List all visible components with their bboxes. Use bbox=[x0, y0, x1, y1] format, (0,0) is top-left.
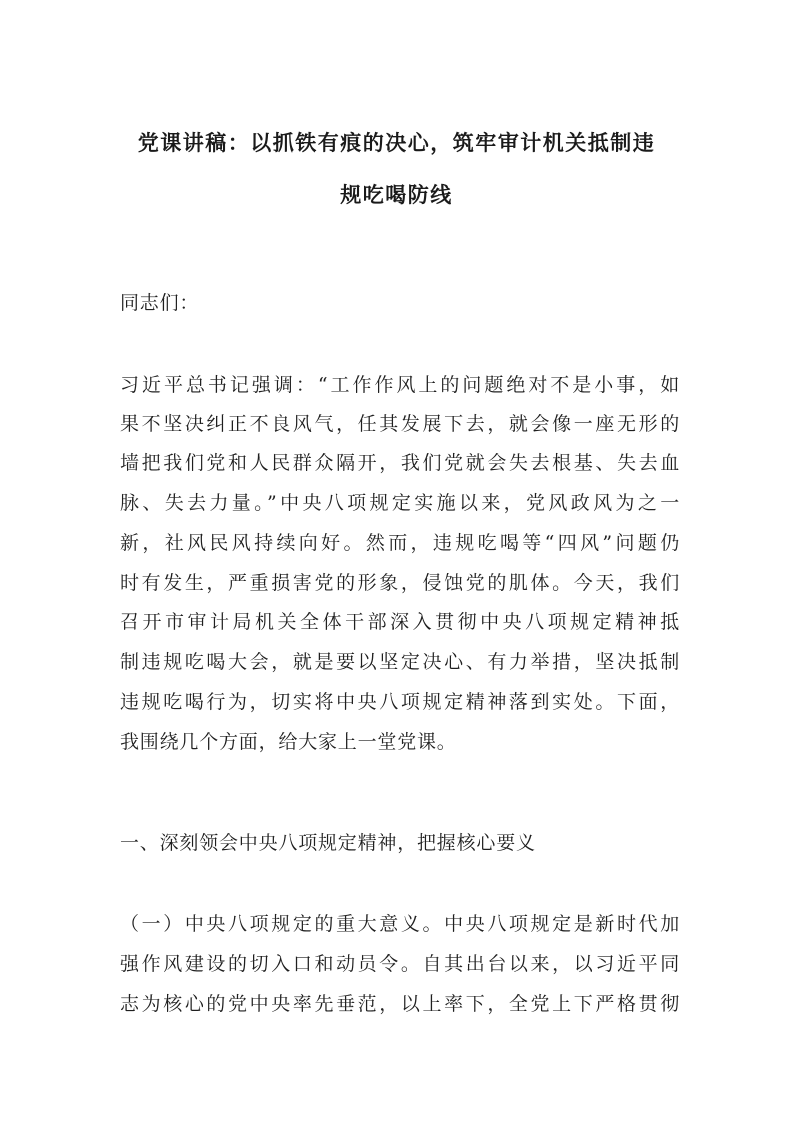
paragraph-line: 墙把我们党和人民群众隔开，我们党就会失去根基、失去血 bbox=[120, 452, 680, 474]
paragraph-line: 脉、失去力量。”中央八项规定实施以来，党风政风为之一 bbox=[120, 492, 680, 514]
paragraph-line: 我围绕几个方面，给大家上一堂党课。 bbox=[120, 731, 457, 753]
paragraph-line: 强作风建设的切入口和动员令。自其出台以来，以习近平同 bbox=[120, 953, 680, 975]
salutation: 同志们： bbox=[120, 292, 200, 314]
paragraph-line: 新，社风民风持续向好。然而，违规吃喝等“四风”问题仍 bbox=[120, 532, 680, 554]
paragraph-line: 召开市审计局机关全体干部深入贯彻中央八项规定精神抵 bbox=[120, 611, 680, 633]
paragraph-line: 果不坚决纠正不良风气，任其发展下去，就会像一座无形的 bbox=[120, 413, 680, 435]
paragraph-line: 制违规吃喝大会，就是要以坚定决心、有力举措，坚决抵制 bbox=[120, 651, 680, 673]
paragraph-line: 习近平总书记强调：“工作作风上的问题绝对不是小事，如 bbox=[120, 374, 680, 396]
paragraph-line: 志为核心的党中央率先垂范，以上率下，全党上下严格贯彻 bbox=[120, 993, 680, 1015]
document-title-line-2: 规吃喝防线 bbox=[340, 183, 453, 207]
document-title-line-1: 党课讲稿：以抓铁有痕的决心，筑牢审计机关抵制违 bbox=[137, 131, 656, 155]
paragraph-line: 时有发生，严重损害党的形象，侵蚀党的肌体。今天，我们 bbox=[120, 572, 680, 594]
paragraph-line: 违规吃喝行为，切实将中央八项规定精神落到实处。下面， bbox=[120, 691, 680, 713]
paragraph-line: （一）中央八项规定的重大意义。中央八项规定是新时代加 bbox=[120, 913, 680, 935]
section-heading-1: 一、深刻领会中央八项规定精神，把握核心要义 bbox=[120, 832, 536, 854]
